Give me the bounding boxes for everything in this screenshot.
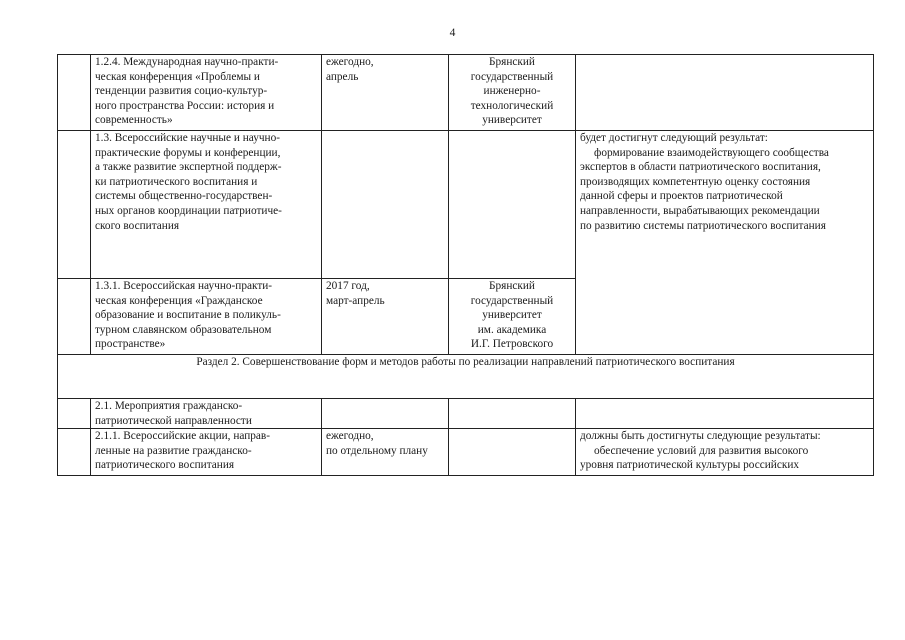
event-line: тенденции развития социо-культур- (95, 85, 268, 98)
date-cell (322, 279, 449, 355)
event-line: системы общественно-государствен- (95, 190, 273, 203)
event-line: 1.3.1. Всероссийская научно-практи- (95, 280, 273, 292)
date-cell (322, 55, 449, 131)
event-cell (91, 131, 322, 279)
organizer-line: инженерно- (483, 85, 541, 98)
result-line: уровня патриотической культуры российских (580, 459, 800, 472)
event-line: 1.2.4. Международная научно-практи- (95, 56, 279, 68)
event-line: ных органов координации патриотиче- (95, 204, 282, 217)
table-row (58, 399, 874, 429)
result-line: производящих компетентную оценку состояния (580, 175, 811, 188)
organizer-line: И.Г. Петровского (470, 338, 554, 351)
date-cell (322, 429, 449, 476)
date-cell (322, 399, 449, 429)
date-line: март-апрель (326, 294, 385, 307)
event-line: ского воспитания (95, 219, 180, 232)
organizer-cell (449, 399, 576, 429)
event-cell (91, 55, 322, 131)
event-cell (91, 399, 322, 429)
organizer-line: Брянский (489, 56, 535, 68)
date-line: ежегодно, (326, 430, 374, 443)
organizer-line: университет (482, 114, 542, 127)
event-line: патриотической направленности (95, 414, 252, 427)
result-intro: будет достигнут следующий результат: (580, 132, 768, 144)
table-row (58, 55, 874, 131)
table-row (58, 131, 874, 279)
event-line: ческая конференция «Гражданское (95, 294, 263, 307)
event-cell (91, 279, 322, 355)
event-line: патриотического воспитания (95, 459, 235, 472)
event-line: а также развитие экспертной поддерж- (95, 161, 282, 174)
page-number: 4 (449, 27, 456, 39)
row-number-cell (58, 429, 91, 476)
event-line: практические форумы и конференции, (95, 146, 281, 159)
organizer-cell (449, 279, 576, 355)
row-number-cell (58, 399, 91, 429)
event-line: современность» (95, 114, 173, 127)
organizer-cell (449, 131, 576, 279)
date-line: по отдельному плану (326, 444, 428, 457)
result-line: направленности, вырабатывающих рекомендации (580, 204, 820, 217)
plan-table (57, 54, 874, 476)
result-cell (576, 429, 874, 476)
event-line: 2.1. Мероприятия гражданско- (95, 400, 243, 412)
result-cell (576, 55, 874, 131)
event-cell (91, 429, 322, 476)
event-line: турном славянском образовательном (95, 323, 272, 336)
event-line: 1.3. Всероссийские научные и научно- (95, 132, 280, 144)
event-line: ного пространства России: история и (95, 99, 275, 112)
row-number-cell (58, 55, 91, 131)
date-line: ежегодно, (326, 56, 374, 68)
result-line: по развитию системы патриотического воспитания (580, 219, 826, 232)
organizer-cell (449, 55, 576, 131)
result-line: экспертов в области патриотического воспитания, (580, 161, 821, 174)
result-intro: должны быть достигнуты следующие результаты: (580, 430, 821, 443)
organizer-line: государственный (470, 70, 554, 83)
result-cell (576, 399, 874, 429)
result-line: формирование взаимодействующего сообщества (594, 146, 829, 159)
date-cell (322, 131, 449, 279)
result-cell (576, 131, 874, 355)
table-row (58, 429, 874, 476)
date-line: 2017 год, (326, 280, 370, 292)
organizer-line: университет (482, 309, 542, 322)
date-line: апрель (326, 70, 359, 83)
organizer-line: технологический (470, 99, 554, 112)
event-line: ленные на развитие гражданско- (95, 444, 252, 457)
event-line: ки патриотического воспитания и (95, 175, 258, 188)
organizer-line: Брянский (489, 280, 535, 292)
event-line: 2.1.1. Всероссийские акции, направ- (95, 430, 271, 443)
result-line: обеспечение условий для развития высокого (594, 444, 809, 457)
organizer-line: государственный (470, 294, 554, 307)
row-number-cell (58, 279, 91, 355)
result-line: данной сферы и проектов патриотической (580, 190, 783, 203)
section-row (58, 355, 874, 399)
event-line: образование и воспитание в поликуль- (95, 309, 281, 322)
organizer-line: им. академика (477, 323, 547, 336)
event-line: ческая конференция «Проблемы и (95, 70, 260, 83)
organizer-cell (449, 429, 576, 476)
event-line: пространстве» (95, 338, 166, 351)
row-number-cell (58, 131, 91, 279)
section-title: Раздел 2. Совершенствование форм и методов работы по реализации направлений патриотического воспитания (58, 355, 874, 399)
